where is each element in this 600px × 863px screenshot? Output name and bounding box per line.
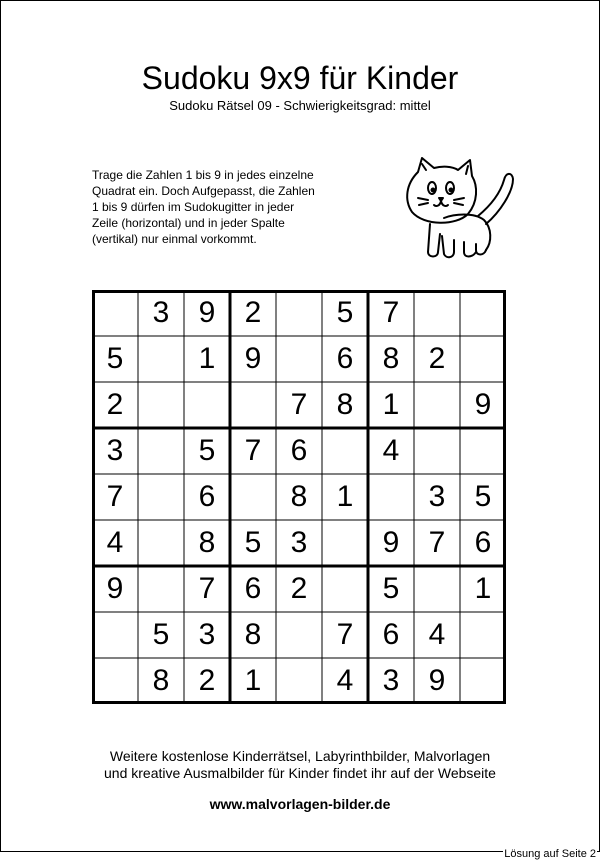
sudoku-cell[interactable]: 4 — [382, 434, 400, 467]
footer-text — [0, 748, 600, 782]
sudoku-cell[interactable]: 7 — [382, 296, 400, 329]
sudoku-cell[interactable]: 2 — [106, 388, 124, 421]
sudoku-cell[interactable] — [414, 566, 460, 612]
sudoku-cell[interactable] — [460, 612, 506, 658]
sudoku-cell[interactable]: 6 — [290, 434, 308, 467]
sudoku-cell[interactable]: 4 — [336, 664, 354, 697]
sudoku-cell[interactable]: 5 — [336, 296, 354, 329]
sudoku-cell[interactable] — [322, 566, 368, 612]
footer-line: und kreative Ausmalbilder für Kinder findet ihr auf der Webseite — [104, 765, 496, 781]
instructions-line: Trage die Zahlen 1 bis 9 in jedes einzelne — [92, 168, 314, 182]
instructions-line: (vertikal) nur einmal vorkommt. — [92, 232, 257, 246]
sudoku-cell[interactable]: 8 — [336, 388, 354, 421]
sudoku-cell[interactable]: 2 — [198, 664, 216, 697]
sudoku-cell[interactable] — [460, 290, 506, 336]
sudoku-cell[interactable]: 9 — [474, 388, 492, 421]
sudoku-cell[interactable]: 9 — [106, 572, 124, 605]
sudoku-cell[interactable]: 3 — [106, 434, 124, 467]
sudoku-cell[interactable] — [276, 658, 322, 704]
sudoku-cell[interactable] — [138, 428, 184, 474]
sudoku-cell[interactable]: 7 — [244, 434, 262, 467]
sudoku-cell[interactable]: 4 — [428, 618, 446, 651]
sudoku-cell[interactable]: 9 — [428, 664, 446, 697]
sudoku-cell[interactable]: 6 — [474, 526, 492, 559]
sudoku-cell[interactable]: 5 — [474, 480, 492, 513]
sudoku-cell[interactable] — [414, 290, 460, 336]
sudoku-cell[interactable]: 1 — [244, 664, 262, 697]
sudoku-cell[interactable] — [184, 382, 230, 428]
sudoku-cell[interactable] — [138, 520, 184, 566]
page-subtitle: Sudoku Rätsel 09 - Schwierigkeitsgrad: mittel — [169, 98, 431, 113]
sudoku-cell[interactable]: 7 — [198, 572, 216, 605]
instructions-line: Zeile (horizontal) und in jeder Spalte — [92, 216, 285, 230]
sudoku-cell[interactable] — [92, 612, 138, 658]
sudoku-cell[interactable]: 7 — [106, 480, 124, 513]
cat-icon — [392, 150, 522, 270]
sudoku-cell[interactable] — [230, 474, 276, 520]
sudoku-cell[interactable] — [276, 290, 322, 336]
sudoku-cell[interactable]: 8 — [290, 480, 308, 513]
sudoku-cell[interactable] — [276, 612, 322, 658]
sudoku-cell[interactable] — [460, 428, 506, 474]
instructions-line: Quadrat ein. Doch Aufgepasst, die Zahlen — [92, 184, 315, 198]
sudoku-cell[interactable] — [322, 520, 368, 566]
sudoku-cell[interactable] — [276, 336, 322, 382]
sudoku-cell[interactable]: 6 — [336, 342, 354, 375]
sudoku-cell[interactable]: 1 — [382, 388, 400, 421]
sudoku-cell[interactable] — [460, 336, 506, 382]
sudoku-cell[interactable] — [230, 382, 276, 428]
instructions-line: 1 bis 9 dürfen im Sudokugitter in jeder — [92, 200, 295, 214]
sudoku-cell[interactable]: 3 — [428, 480, 446, 513]
page-title: Sudoku 9x9 für Kinder — [141, 60, 459, 96]
sudoku-cell[interactable]: 1 — [198, 342, 216, 375]
sudoku-cell[interactable] — [414, 382, 460, 428]
sudoku-cell[interactable]: 6 — [244, 572, 262, 605]
footer-line: Weitere kostenlose Kinderrätsel, Labyrinthbilder, Malvorlagen — [109, 748, 491, 764]
sudoku-cell[interactable]: 7 — [290, 388, 308, 421]
sudoku-cell[interactable]: 5 — [152, 618, 170, 651]
sudoku-cell[interactable] — [92, 290, 138, 336]
sudoku-cell[interactable]: 5 — [198, 434, 216, 467]
sudoku-cell[interactable]: 8 — [382, 342, 400, 375]
sudoku-cell[interactable]: 8 — [198, 526, 216, 559]
website-url: www.malvorlagen-bilder.de — [209, 796, 391, 812]
sudoku-cell[interactable] — [138, 566, 184, 612]
sudoku-cell[interactable] — [138, 474, 184, 520]
sudoku-cell[interactable]: 8 — [244, 618, 262, 651]
solution-note: Lösung auf Seite 2 — [504, 848, 596, 860]
sudoku-cell[interactable] — [92, 658, 138, 704]
instructions-text — [92, 167, 392, 247]
sudoku-cell[interactable]: 7 — [428, 526, 446, 559]
sudoku-cell[interactable]: 4 — [106, 526, 124, 559]
sudoku-cell[interactable]: 9 — [382, 526, 400, 559]
sudoku-cell[interactable]: 1 — [336, 480, 354, 513]
sudoku-cell[interactable] — [414, 428, 460, 474]
sudoku-grid — [92, 290, 506, 704]
sudoku-cell[interactable] — [460, 658, 506, 704]
sudoku-cell[interactable]: 6 — [198, 480, 216, 513]
sudoku-cell[interactable]: 6 — [382, 618, 400, 651]
sudoku-cell[interactable]: 9 — [244, 342, 262, 375]
sudoku-cell[interactable]: 3 — [152, 296, 170, 329]
sudoku-cell[interactable]: 9 — [198, 296, 216, 329]
sudoku-cell[interactable]: 2 — [290, 572, 308, 605]
sudoku-cell[interactable]: 3 — [198, 618, 216, 651]
sudoku-cell[interactable]: 1 — [474, 572, 492, 605]
sudoku-cell[interactable] — [138, 336, 184, 382]
sudoku-cell[interactable]: 5 — [106, 342, 124, 375]
sudoku-cell[interactable]: 7 — [336, 618, 354, 651]
sudoku-cell[interactable]: 8 — [152, 664, 170, 697]
sudoku-cell[interactable]: 2 — [428, 342, 446, 375]
sudoku-cell[interactable] — [322, 428, 368, 474]
sudoku-cell[interactable]: 3 — [382, 664, 400, 697]
sudoku-cell[interactable]: 5 — [244, 526, 262, 559]
sudoku-cell[interactable] — [368, 474, 414, 520]
sudoku-cell[interactable]: 5 — [382, 572, 400, 605]
sudoku-cell[interactable]: 2 — [244, 296, 262, 329]
sudoku-cell[interactable]: 3 — [290, 526, 308, 559]
sudoku-cell[interactable] — [138, 382, 184, 428]
